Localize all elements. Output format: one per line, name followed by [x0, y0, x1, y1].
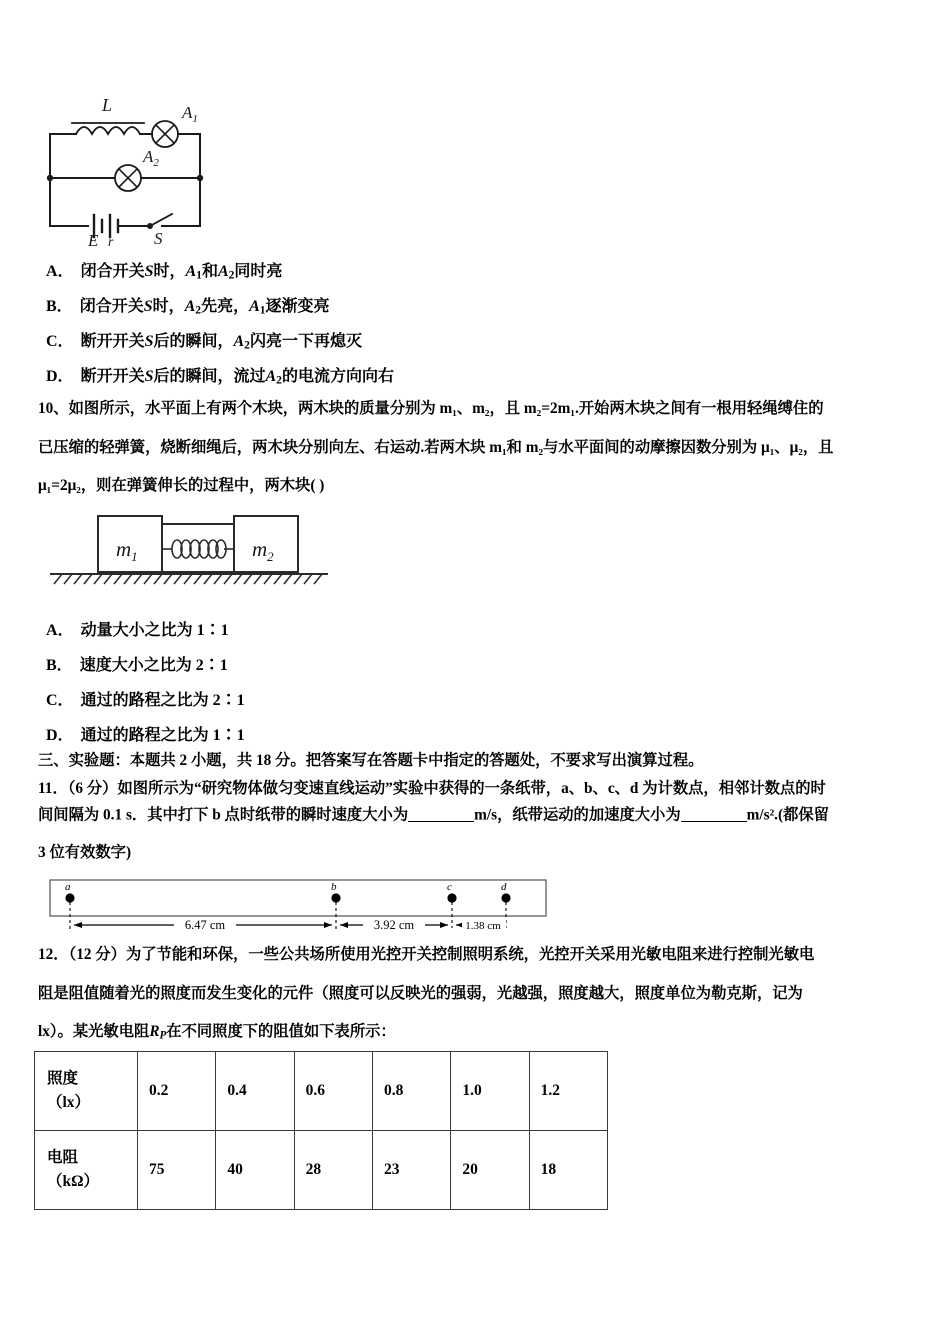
q12-line-3 — [38, 1024, 396, 1041]
q9-option-b-t3: 先亮， — [201, 298, 250, 315]
arrow-ab-right — [324, 922, 332, 928]
q11-line-2 — [38, 806, 829, 823]
tape-point-b — [331, 893, 340, 902]
row-header-illuminance — [35, 1052, 138, 1131]
q10-option-d[interactable] — [46, 722, 245, 745]
q10-option-b-label: B． — [46, 657, 73, 674]
cell-resistance-5: 20 — [451, 1131, 529, 1210]
section-3-heading: 三、实验题：本题共 2 小题，共 18 分。把答案写在答题卡中指定的答题处，不要求写出演算过程。 — [38, 752, 704, 769]
cell-illuminance-5: 1.0 — [451, 1052, 529, 1131]
cell-resistance-6: 18 — [529, 1131, 607, 1210]
table-row-illuminance — [35, 1052, 608, 1131]
q9-option-d-t1: 断开开关 — [80, 368, 145, 385]
q9-option-a-s1: S — [144, 263, 154, 280]
inductor-circuit-svg — [44, 84, 306, 246]
q9-option-c-sub2: 2 — [244, 339, 250, 352]
q9-option-c-label: C． — [46, 333, 74, 350]
q9-option-d-s1: S — [144, 368, 154, 385]
q10-option-d-label: D． — [46, 727, 74, 744]
q11-line-1: 11．（6 分）如图所示为“研究物体做匀变速直线运动”实验中获得的一条纸带，a、b、c、d 为计数点，相邻计数点的时 — [38, 780, 826, 797]
q9-option-d-s2: A — [265, 368, 277, 385]
q10-stem-line-1: 10、如图所示，水平面上有两个木块，两木块的质量分别为 m₁、m₂，且 m₂=2m₁.开始两木块之间有一根用轻绳缚住的 — [38, 400, 824, 417]
lamp-a1-label: $A_1$ — [182, 103, 198, 125]
q12-line-3-part-a: lx）。某光敏电阻 — [38, 1023, 150, 1040]
q9-option-c-t2: 后的瞬间， — [153, 333, 234, 350]
q12-line-2: 阻是阻值随着光的照度而发生变化的元件（照度可以反映光的强弱，光越强，照度越大，照度单位为勒克斯，记为 — [38, 985, 803, 1002]
cell-illuminance-3: 0.6 — [294, 1052, 372, 1131]
q10-option-a-text: 动量大小之比为 1∶1 — [80, 622, 229, 639]
two-blocks-spring-figure — [44, 504, 334, 596]
cell-illuminance-2: 0.4 — [216, 1052, 294, 1131]
q9-option-a-sub2: 1 — [196, 269, 202, 282]
q10-option-c-label: C． — [46, 692, 74, 709]
q9-option-a-s3: A — [217, 263, 229, 280]
q11-line-2-part-a: 间间隔为 0.1 s．其中打下 b 点时纸带的瞬时速度大小为 — [38, 806, 409, 824]
q11-line-2-part-b: m/s，纸带运动的加速度大小为 — [474, 806, 681, 824]
q9-option-a-label: A． — [46, 263, 74, 280]
row-header-illuminance-line2: （lx） — [47, 1094, 91, 1111]
inductor-label: L — [102, 95, 113, 115]
q11-answer-blank-velocity[interactable] — [408, 806, 474, 822]
cell-resistance-1: 75 — [138, 1131, 216, 1210]
tape-label-c: c — [447, 881, 452, 893]
q9-option-c-t1: 断开开关 — [80, 333, 145, 350]
q10-option-b-text: 速度大小之比为 2∶1 — [79, 657, 228, 674]
q9-option-b[interactable] — [46, 293, 330, 317]
cell-resistance-4: 23 — [372, 1131, 450, 1210]
q9-option-a-t4: 同时亮 — [234, 263, 283, 280]
q9-option-b-t4: 逐渐变亮 — [265, 298, 330, 315]
q9-option-b-sub3: 1 — [259, 304, 266, 317]
block-left-label: $m_1$ — [116, 537, 138, 564]
q12-resistor-subscript: P — [159, 1029, 167, 1042]
q9-option-c-s1: S — [144, 333, 154, 350]
q9-option-d-t3: 的电流方向向右 — [281, 368, 394, 385]
q10-option-a[interactable] — [46, 617, 229, 640]
tape-label-b: b — [331, 881, 337, 893]
tape-point-d — [501, 893, 510, 902]
cell-illuminance-4: 0.8 — [372, 1052, 450, 1131]
tape-label-a: a — [65, 881, 71, 893]
paper-tape-svg — [48, 876, 548, 938]
q9-option-d-label: D． — [46, 368, 74, 385]
q9-option-b-s1: S — [143, 298, 153, 315]
row-header-resistance-line2: （kΩ） — [47, 1173, 100, 1190]
q9-option-a-t3: 和 — [201, 263, 218, 280]
q12-line-1: 12．（12 分）为了节能和环保，一些公共场所使用光控开关控制照明系统，光控开关采用光敏电阻来进行控制光敏电 — [38, 946, 815, 963]
q9-option-d-sub2: 2 — [276, 374, 282, 387]
q9-option-a-t1: 闭合开关 — [80, 263, 145, 280]
cell-illuminance-6: 1.2 — [529, 1052, 607, 1131]
tape-point-c — [447, 893, 456, 902]
q9-option-b-t1: 闭合开关 — [79, 298, 144, 315]
q9-option-b-label: B． — [46, 298, 73, 315]
switch-label: S — [154, 229, 163, 246]
cell-resistance-3: 28 — [294, 1131, 372, 1210]
q11-answer-blank-acceleration[interactable] — [681, 806, 747, 822]
row-header-resistance — [35, 1131, 138, 1210]
q10-stem-line-2: 已压缩的轻弹簧，烧断细绳后，两木块分别向左、右运动.若两木块 m₁和 m₂与水平面间的动摩擦因数分别为 μ₁、μ₂，且 — [38, 439, 834, 456]
tape-interval-ab-label: 6.47 cm — [184, 918, 226, 932]
q11-line-3: 3 位有效数字) — [38, 844, 132, 861]
lamp-a2-label: $A_2$ — [143, 147, 159, 169]
row-header-resistance-line1: 电阻 — [47, 1148, 79, 1166]
q9-option-a[interactable] — [46, 258, 282, 282]
arrow-ab-left — [74, 922, 82, 928]
tape-label-d: d — [501, 881, 507, 893]
arrow-bc-right — [440, 922, 448, 928]
q9-option-b-s2: A — [184, 298, 196, 315]
arrow-bc-left — [340, 922, 348, 928]
q12-resistor-symbol: R — [149, 1023, 160, 1040]
inductor-circuit-figure — [44, 84, 306, 246]
q9-option-c-t3: 闪亮一下再熄灭 — [249, 333, 362, 350]
q9-option-c[interactable] — [46, 328, 362, 352]
q9-option-b-t2: 时， — [152, 298, 185, 315]
tape-body — [50, 880, 546, 916]
emf-label: E — [88, 231, 99, 246]
two-blocks-spring-svg — [44, 504, 334, 596]
q10-option-d-text: 通过的路程之比为 1∶1 — [80, 727, 245, 744]
q9-option-a-s2: A — [185, 263, 197, 280]
q11-line-2-part-c: m/s².(都保留 — [746, 806, 829, 824]
table-row-resistance — [35, 1131, 608, 1210]
q9-option-a-sub3: 2 — [228, 269, 235, 282]
tape-interval-bc-label: 3.92 cm — [373, 918, 415, 932]
q10-option-b[interactable] — [46, 652, 228, 675]
internal-resistance-label: r — [108, 235, 114, 246]
q10-option-a-label: A． — [46, 622, 74, 639]
photoresistor-data-table — [34, 1051, 608, 1210]
q9-option-b-s3: A — [249, 298, 260, 315]
q9-option-d[interactable] — [46, 363, 394, 387]
cell-illuminance-1: 0.2 — [138, 1052, 216, 1131]
q9-option-b-sub2: 2 — [195, 304, 202, 317]
q12-line-3-part-b: 在不同照度下的阻值如下表所示： — [166, 1023, 396, 1040]
q9-option-a-t2: 时， — [153, 263, 186, 280]
q10-option-c-text: 通过的路程之比为 2∶1 — [80, 692, 245, 709]
cell-resistance-2: 40 — [216, 1131, 294, 1210]
row-header-illuminance-line1: 照度 — [47, 1069, 79, 1087]
q10-stem-line-3: μ₁=2μ₂，则在弹簧伸长的过程中，两木块( ) — [38, 477, 325, 494]
q10-option-c[interactable] — [46, 687, 245, 710]
q9-option-d-t2: 后的瞬间，流过 — [153, 368, 266, 385]
tape-point-a — [65, 893, 74, 902]
paper-tape-figure — [48, 876, 548, 938]
block-right-label: $m_2$ — [252, 537, 274, 564]
tape-interval-cd-label: 1.38 cm — [465, 920, 501, 932]
q9-option-c-s2: A — [233, 333, 245, 350]
